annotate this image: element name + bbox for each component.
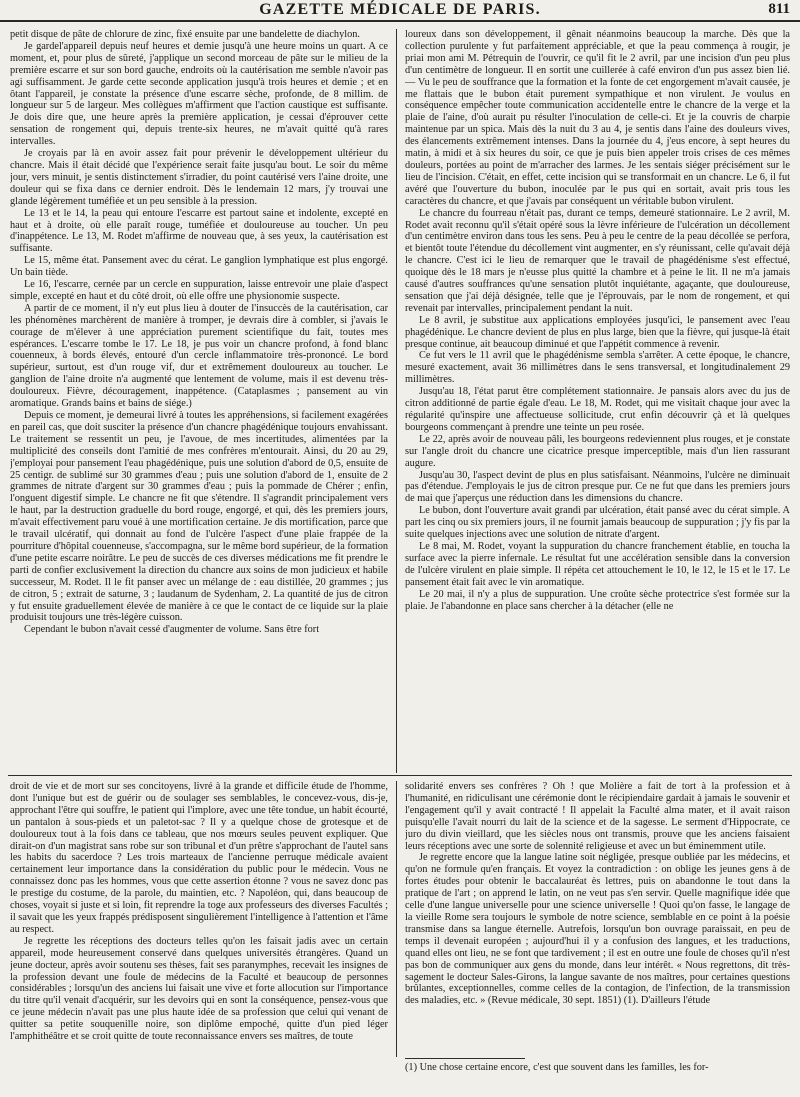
feuilleton-column-right bbox=[405, 781, 790, 1057]
feuilleton-column-left bbox=[10, 781, 388, 1057]
paragraph: Je regrette encore que la langue latine soit négligée, presque oubliée par les médecins, et qu'on ne formule qu'en français. Et voyez la contradiction : on oblige les jeunes gens à de fortes études pour obtenir le baccalauréat ès lettres, puis on abandonne le tout dans la pratique de l'art ; on apprend le latin, on ne veut pas s'en servir. Quelle magnifique idée que celle d'une langue universelle pour une science universelle ! Quoi qu'on fasse, le langage de la vieille Rome sera toujours le symbole de notre science, semblable en ce point à la poésie transmise dans sa langue éternelle. Autrefois, lorsqu'un bon ouvrage paraissait, en peu de temps il devenait européen ; aujourd'hui il y a confusion des langues, et les traductions, quand elles ont lieu, ne se font que tardivement ; il est en outre une foule de choses qu'il n'est pas bon de communiquer aux gens du monde, dans leur intérêt. « Nous regrettons, dit très-sagement le docteur Sales-Girons, la langue savante de nos maîtres, pour certaines questions brûlantes, exceptionnelles, comme celles de la contagion, de l'infection, de la transmission des maladies, etc. » (Revue médicale, 30 sept. 1851) (1). D'ailleurs l'étude bbox=[405, 852, 790, 1007]
paragraph: Le 20 mai, il n'y a plus de suppuration. Une croûte sèche protectrice s'est formée sur la plaie. Je l'abandonne en place sans chercher à la détacher (elle ne bbox=[405, 588, 790, 612]
column-divider bbox=[396, 29, 397, 773]
paragraph: Je gardel'appareil depuis neuf heures et demie jusqu'à une heure moins un quart. A ce moment, et, pour plus de sûreté, j'applique un second morceau de pâte sur le milieu de la première escarre et sur son bord gauche, endroits où la cautérisation me semble n'avoir pas agi suffisamment. Je garde cette seconde application jusqu'à trois heures et demie ; et en ôtant l'appareil, je constate la présence d'une escarre sèche, profonde, de 8 millim. de longueur sur 5 de largeur. Mes collègues m'affirment que l'action caustique est suffisante. Je dois dire que, une heure après la première application, je cessai d'éprouver cette sensation de rongement qui, depuis trente-six heures, ne m'avait quitté qu'à rares intervalles. bbox=[10, 40, 388, 148]
page-header bbox=[0, 0, 800, 22]
paragraph: Le 8 avril, je substitue aux applications employées jusqu'ici, le pansement avec l'eau phagédénique. Le chancre devient de plus en plus large, bien que la fièvre, qui jusque-là était presque continue, ait beaucoup diminué et que l'appétit commence à revenir. bbox=[405, 314, 790, 350]
article-column-left bbox=[10, 29, 388, 773]
column-divider bbox=[396, 781, 397, 1057]
paragraph: Jusqu'au 18, l'état parut être complétement stationnaire. Je pansais alors avec du jus de citron additionné de partie égale d'eau. Le 18, M. Rodet, qui me visitait chaque jour avec la régularité qu'inspire une affectueuse sollicitude, crut enfin découvrir çà et là quelques bourgeons commençant à prendre une teinte un peu rosée. bbox=[405, 386, 790, 433]
paragraph: Le 8 mai, M. Rodet, voyant la suppuration du chancre franchement établie, en toucha la surface avec la pierre infernale. Le résultat fut une accélération sensible dans la conversion de l'ulcère virulent en plaie simple. Il répéta cet attouchement le 10, le 12, le 15 et le 17. Le pansement était fait avec le vin aromatique. bbox=[405, 540, 790, 588]
paragraph: Depuis ce moment, je demeurai livré à toutes les appréhensions, si facilement exagérées en pareil cas, que doit susciter la présence d'un chancre phagédénique toujours envahissant. Le traitement se ressentit un peu, je l'avoue, de mes incertitudes, alimentées par la multiplicité des conseils dont l'amitié de mes confrères m'entourait. Ainsi, du 20 au 29, j'employai pour pansement l'eau phagédénique, puis une solution d'abord de 0,5, ensuite de 25 centigr. de sublimé sur 30 grammes d'eau ; puis une solution d'abord de 1, ensuite de 2 grammes de nitrate d'argent sur 30 grammes d'eau ; puis la pommade de Chérer ; enfin, l'onguent digestif simple. Le chancre ne fit que s'étendre. Il s'agrandit principalement vers le haut, par la destruction graduelle du bord rouge, engorgé, et qui, dès les premiers jours, m'avait effectivement paru voué à une mortification certaine. Je dis mortification, parce que le travail ulcératif, qui donnait au fond de l'ulcère l'aspect d'une plaie frappée de la pourriture d'hôpital couenneuse, s'accompagna, sur le même bord supérieur, de la formation d'une petite escarre noirâtre. Le peu de succès de ces diverses médications me fit prendre le parti de confier exclusivement la direction du chancre aux soins de mon judicieux et habile successeur, M. Rodet. Il le fit panser avec un mélange de : eau distillée, 20 grammes ; jus de citron, 5 ; extrait de saturne, 3 ; laudanum de Sydenham, 2. La quantité de jus de citron y fut ensuite graduellement élevée de manière à ce que le contact de ce liquide sur la plaie produisit toujours une très-légère cuisson. bbox=[10, 410, 388, 624]
paragraph: solidarité envers ses confrères ? Oh ! que Molière a fait de tort à la profession et à l'humanité, en ridiculisant une cérémonie dont le récipiendaire gardait à jamais le souvenir et l'engagement qu'il y avait contracté ! Il appelait la Faculté alma mater, et il avait raison puisqu'elle l'avait nourri du lait de la science et de la sagesse. Le serment d'Hippocrate, ce juro du divin vieillard, que les siècles nous ont transmis, prouve que les anciens faisaient leurs réceptions avec une sorte de solennité religieuse et avec un but éminemment utile. bbox=[405, 781, 790, 852]
masthead-title: GAZETTE MÉDICALE DE PARIS. bbox=[259, 1, 541, 18]
paragraph: Cependant le bubon n'avait cessé d'augmenter de volume. Sans être fort bbox=[24, 624, 320, 636]
paragraph: Le bubon, dont l'ouverture avait grandi par ulcération, était pansé avec du cérat simple. A part les cinq ou six premiers jours, il ne fournit jamais beaucoup de suppuration ; j'y fis par la suite quelques injections avec une solution de nitrate d'argent. bbox=[405, 505, 790, 541]
footnote-rule bbox=[405, 1058, 525, 1059]
paragraph: Je croyais par là en avoir assez fait pour prévenir le développement ultérieur du chancre. Mais il était décidé que l'expérience serait faite jusqu'au bout. Le soir du même jour, vers minuit, je sentis distinctement s'irradier, du point cautérisé vers l'aine droite, une douleur qui se fixa dans ce dernier endroit. Dès le lendemain 12 mars, j'y trouvai une glande légèrement tuméfiée et un peu sensible à la pression. bbox=[10, 148, 388, 207]
footnote: (1) Une chose certaine encore, c'est que souvent dans les familles, les for- bbox=[405, 1062, 709, 1073]
page-number: 811 bbox=[768, 1, 790, 17]
paragraph: Jusqu'au 30, l'aspect devint de plus en plus satisfaisant. Néanmoins, l'ulcère ne diminuait pas d'étendue. J'employais le jus de citron presque pur. Ce ne fut que dans les premiers jours de mai que j'aperçus une réduction dans les dimensions du chancre. bbox=[405, 469, 790, 505]
section-divider bbox=[8, 775, 792, 776]
paragraph: Le 13 et le 14, la peau qui entoure l'escarre est partout saine et indolente, excepté en haut et à droite, où elle paraît rouge, tuméfiée et douloureuse au toucher. Un peu d'inappétence. Le 13, M. Rodet m'affirme de nouveau que, à ses yeux, la cautérisation est suffisante. bbox=[10, 207, 388, 255]
paragraph: Le chancre du fourreau n'était pas, durant ce temps, demeuré stationnaire. Le 2 avril, M. Rodet avait reconnu qu'il s'était opéré sous la lèvre inférieure de l'ulcération un décollement d'un centimètre environ dans tous les sens. Peu à peu le centre de la peau décollée se perfora, et bientôt toute l'étendue du décollement vint augmenter, en s'y réunissant, celle qu'avait déjà le chancre. C'est ici le lieu de remarquer que le travail de phagédénisme s'est effectué, quoique dès le 18 mars je n'eusse plus quitté la chambre et à peine le lit. Il ne m'a jamais causé d'autres souffrances qu'une sensation plutôt inquiétante, agaçante, que douloureuse, sensation que j'ai déjà désignée, telle que je l'éprouvais, par le nom de rongement, et qui revenait par intervalles, principalement pendant la nuit. bbox=[405, 207, 790, 314]
paragraph: A partir de ce moment, il n'y eut plus lieu à douter de l'insuccès de la cautérisation, car les phénomènes marchèrent de manière à tromper, je devrais dire à combler, si j'avais le courage de m'élever à une appréciation purement scientifique du fait, toutes mes espérances. L'escarre tombe le 17. Le 18, je pus voir un chancre profond, à fond blanc couenneux, à bords élevés, entouré d'un cercle inflammatoire très-prononcé. Le bord supérieur, surtout, est d'un rouge vif, dur et extrêmement douloureux au toucher. Le ganglion de l'aine droite n'a augmenté que lentement de volume, mais il est devenu très-douloureux. Fièvre, découragement, inappétence. (Cataplasmes ; pansement au vin aromatique. Grands bains et bains de siége.) bbox=[10, 302, 388, 410]
paragraph: loureux dans son développement, il gênait néanmoins beaucoup la marche. Dès que la collection purulente y fut parfaitement appréciable, et que la peau commença à rougir, je priai mon ami M. Pétrequin de l'ouvrir, ce qu'il fit le 2 avril, par une incision d'un peu plus d'un centimètre de longueur. Il en sortit une cuillerée à café environ d'un pus assez bien lié. — Vu le peu de souffrance que la formation et la fonte de cet engorgement m'avait causée, je me flattais que le bubon était purement sympathique et non virulent. Je voulus en conséquence empêcher toute communication accidentelle entre le chancre de la verge et la plaie de l'aine, d'où aurait pu résulter l'inoculation de celle-ci. Et je la couvris de charpie maintenue par un spica. Mais dès la nuit du 3 au 4, je sentis dans l'aine des douleurs vives, des élancements extrêmement intenses. Dans la journée du 4, j'eus encore, à sept heures du matin, à midi et à six heures du soir, ce que je puis bien appeler trois crises de ces mêmes douleurs, portées au point de m'arracher des larmes. Je les sentais siéger précisément sur le lieu de l'incision. C'était, en effet, cette incision qui se transformait en un chancre. Le 6, il fut avéré que l'ouverture du bubon, inoculée par le pus qui en sortait, avait pris tous les caractères du chancre, et que j'avais par conséquent un véritable bubon virulent. bbox=[405, 29, 790, 207]
paragraph: Je regrette les réceptions des docteurs telles qu'on les faisait jadis avec un certain appareil, mode heureusement conservé dans quelques universités étrangères. Quand un jeune docteur, après avoir soutenu ses thèses, fait ses paranymphes, recevait les insignes de la profession devant une foule de médecins de la Faculté et beaucoup de personnes considérables ; lorsqu'un des anciens lui faisait une vive et forte allocution sur l'importance du titre qu'il venait d'acquérir, sur les devoirs qui en sont la conséquence, pensez-vous que ce jeune médecin n'avait pas une plus haute idée de sa profession que celui qui venant de quitter sa petite souquenille noire, son diplôme empoché, quitte d'un pied léger l'amphithéâtre et se croit quitte de toute reconnaissance envers ses maîtres, de toute bbox=[10, 935, 388, 1043]
paragraph: droit de vie et de mort sur ses concitoyens, livré à la grande et difficile étude de l'homme, dont l'unique but est de guérir ou de soulager ses semblables, le concevez-vous, dis-je, approchant l'être qui souffre, le patient qui l'implore, avec une tête tondue, un habit écourté, un pantalon à sous-pieds et un paletot-sac ? Il y a quelque chose de grotesque et de douloureux tout à la fois dans ce tableau, que nos mœurs seules peuvent expliquer. Que dirait-on d'un magistrat sans robe sur son tribunal et d'un prêtre s'approchant de l'autel sans les habits du sacerdoce ? Les trois marteaux de l'ancienne perruque médicale avaient certainement leur importance dans la considération du public pour le médecin. Vous ne connaissez donc pas les hommes, vous que cette assertion étonne ? vous ne savez donc pas le prestige du costume, de la parole, du maintien, etc. ? Napoléon, qui, dans beaucoup de choses, voyait si juste et si loin, fit reprendre la toge aux professeurs des diverses Facultés ; il savait que les yeux frappés prédisposent singulièrement l'intelligence à l'attention et l'âme au respect. bbox=[10, 781, 388, 935]
paragraph: Ce fut vers le 11 avril que le phagédénisme sembla s'arrêter. A cette époque, le chancre, mesuré exactement, avait 36 millimètres dans le sens transversal, et longitudinalement 29 millimètres. bbox=[405, 350, 790, 386]
article-column-right bbox=[405, 29, 790, 773]
paragraph: Le 15, même état. Pansement avec du cérat. Le ganglion lymphatique est plus engorgé. Un bain tiède. bbox=[10, 255, 388, 279]
paragraph: Le 16, l'escarre, cernée par un cercle en suppuration, laisse entrevoir une plaie d'aspect simple, excepté en haut et du côté droit, où elle offre une physionomie suspecte. bbox=[10, 279, 388, 302]
paragraph: Le 22, après avoir de nouveau pâli, les bourgeons redeviennent plus rouges, et je constate sur l'angle droit du chancre une cicatrice presque imperceptible, mais d'un lien rassurant augure. bbox=[405, 433, 790, 469]
paragraph: petit disque de pâte de chlorure de zinc, fixé ensuite par une bandelette de diachylon. bbox=[10, 29, 360, 40]
